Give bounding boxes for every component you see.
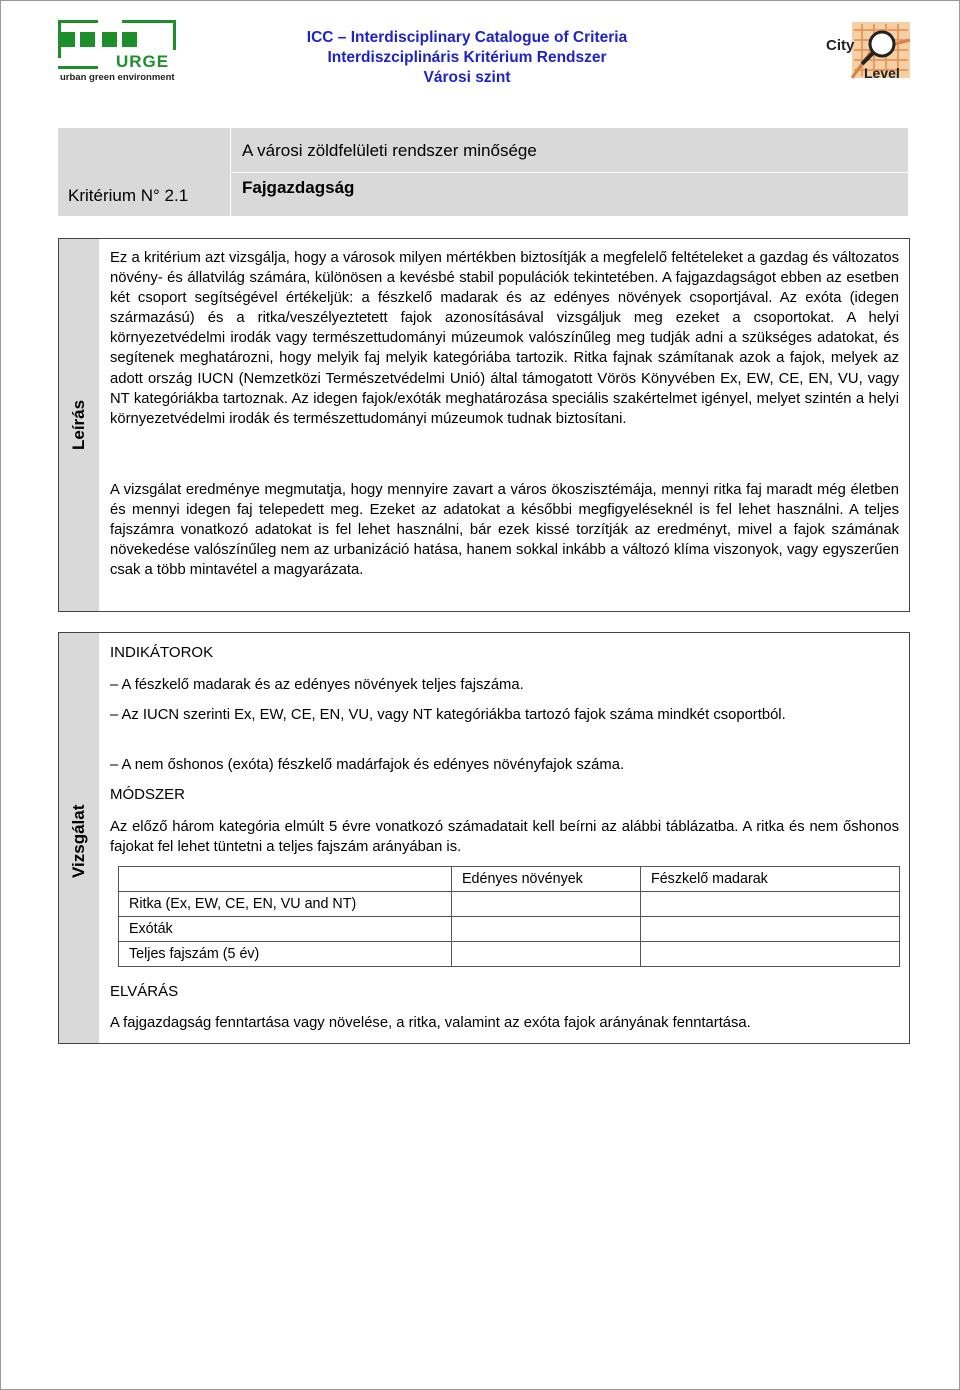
table-cell[interactable] [641, 892, 900, 917]
assessment-side-label: Vizsgálat [69, 804, 88, 878]
method-heading: MÓDSZER [110, 786, 185, 803]
criterion-theme: A városi zöldfelületi rendszer minősége [242, 141, 537, 160]
table-cell[interactable] [452, 892, 641, 917]
criterion-name: Fajgazdagság [242, 178, 355, 197]
urge-logo-word: URGE [116, 52, 170, 71]
table-header-cell [119, 867, 452, 892]
table-row [119, 917, 900, 942]
table-header-cell: Edényes növények [452, 867, 641, 892]
criterion-divider [231, 172, 908, 173]
indicators-heading: INDIKÁTOROK [110, 644, 214, 661]
indicator-item: – A fészkelő madarak és az edényes növények teljes fajszáma. [110, 677, 524, 693]
table-row-label: Ritka (Ex, EW, CE, EN, VU and NT) [119, 892, 452, 917]
table-cell[interactable] [641, 917, 900, 942]
expectation-text: A fajgazdagság fenntartása vagy növelése, a ritka, valamint az exóta fajok arányának fenntartása. [110, 1015, 751, 1031]
table-header-row [119, 867, 900, 892]
description-side-label: Leírás [69, 399, 88, 450]
table-cell[interactable] [452, 942, 641, 967]
method-text: Az előző három kategória elmúlt 5 évre vonatkozó számadatait kell beírni az alábbi táblázatba. A ritka és nem őshonos fajokat fel lehet tüntetni a teljes fajszám arányában is. [110, 819, 899, 855]
table-row-label: Exóták [119, 917, 452, 942]
city-level-logo [822, 20, 914, 84]
level-logo-word: Level [864, 65, 900, 81]
city-logo-word: City [826, 37, 855, 54]
header-title-line: Városi szint [423, 69, 511, 86]
table-row [119, 942, 900, 967]
description-paragraph: A vizsgálat eredménye megmutatja, hogy mennyire zavart a város ökoszisztémája, mennyi ritka faj maradt még életben és mennyi idegen faj telepedett meg. Ezeket az adatokat a későbbi megfigyeléseknél is fel lehet használni. A teljes fajszámra vonatkozó adatokat is fel lehet használni, bár ezek kissé torzítják az eredményt, mivel a fajok számának növekedése valószínűleg nem az urbanizáció hatása, hanem sokkal inkább a változó klíma viszonyok, vagy egyszerűen csak a több mintavétel a magyarázata. [110, 482, 899, 579]
expectation-heading: ELVÁRÁS [110, 983, 179, 1000]
criterion-number: Kritérium N° 2.1 [68, 186, 189, 205]
table-header-cell: Fészkelő madarak [641, 867, 900, 892]
table-cell[interactable] [452, 917, 641, 942]
header-title-line: ICC – Interdisciplinary Catalogue of Criteria [306, 29, 628, 46]
urge-logo-subtitle: urban green environment [60, 72, 175, 83]
table-row [119, 892, 900, 917]
indicator-item: – Az IUCN szerinti Ex, EW, CE, EN, VU, vagy NT kategóriákba tartozó fajok száma mindkét csoportból. [110, 707, 786, 723]
indicator-item: – A nem őshonos (exóta) fészkelő madárfajok és edényes növényfajok száma. [110, 757, 625, 773]
data-table [118, 866, 900, 967]
urge-logo [58, 20, 180, 84]
description-paragraph: Ez a kritérium azt vizsgálja, hogy a városok milyen mértékben biztosítják a megfelelő feltételeket a gazdag és változatos növény- és állatvilág számára, különösen a kevésbé stabil populációk tekintetében. A fajgazdagságot ebben az esetben két csoport segítségével értékeljük: a fészkelő madarak és az edényes növények csoportjával. Az exóta (idegen származású) és a ritka/veszélyeztetett fajok azonosításával vizsgáljuk meg ezeket a csoportokat. A helyi környezetvédelmi irodák vagy természettudományi múzeumok valószínűleg meg tudják adni a szükséges adatokat, és segítenek meghatározni, hogy melyik faj melyik kategóriába tartozik. Ritka fajnak számítanak azok a fajok, melyek az adott ország IUCN (Nemzetközi Természetvédelmi Unió) által támogatott Vörös Könyvében Ex, EW, CE, EN, VU, vagy NT kategóriákba tartoznak. Az idegen fajok/exóták meghatározása speciális szakértelmet igényel, melyet szintén a helyi környezetvédelmi irodák és természettudományi múzeumok tudnak biztosítani. [110, 250, 899, 427]
table-row-label: Teljes fajszám (5 év) [119, 942, 452, 967]
header-title [262, 28, 672, 88]
header-title-line: Interdiszciplináris Kritérium Rendszer [327, 49, 607, 66]
table-cell[interactable] [641, 942, 900, 967]
city-map-icon [822, 20, 914, 84]
